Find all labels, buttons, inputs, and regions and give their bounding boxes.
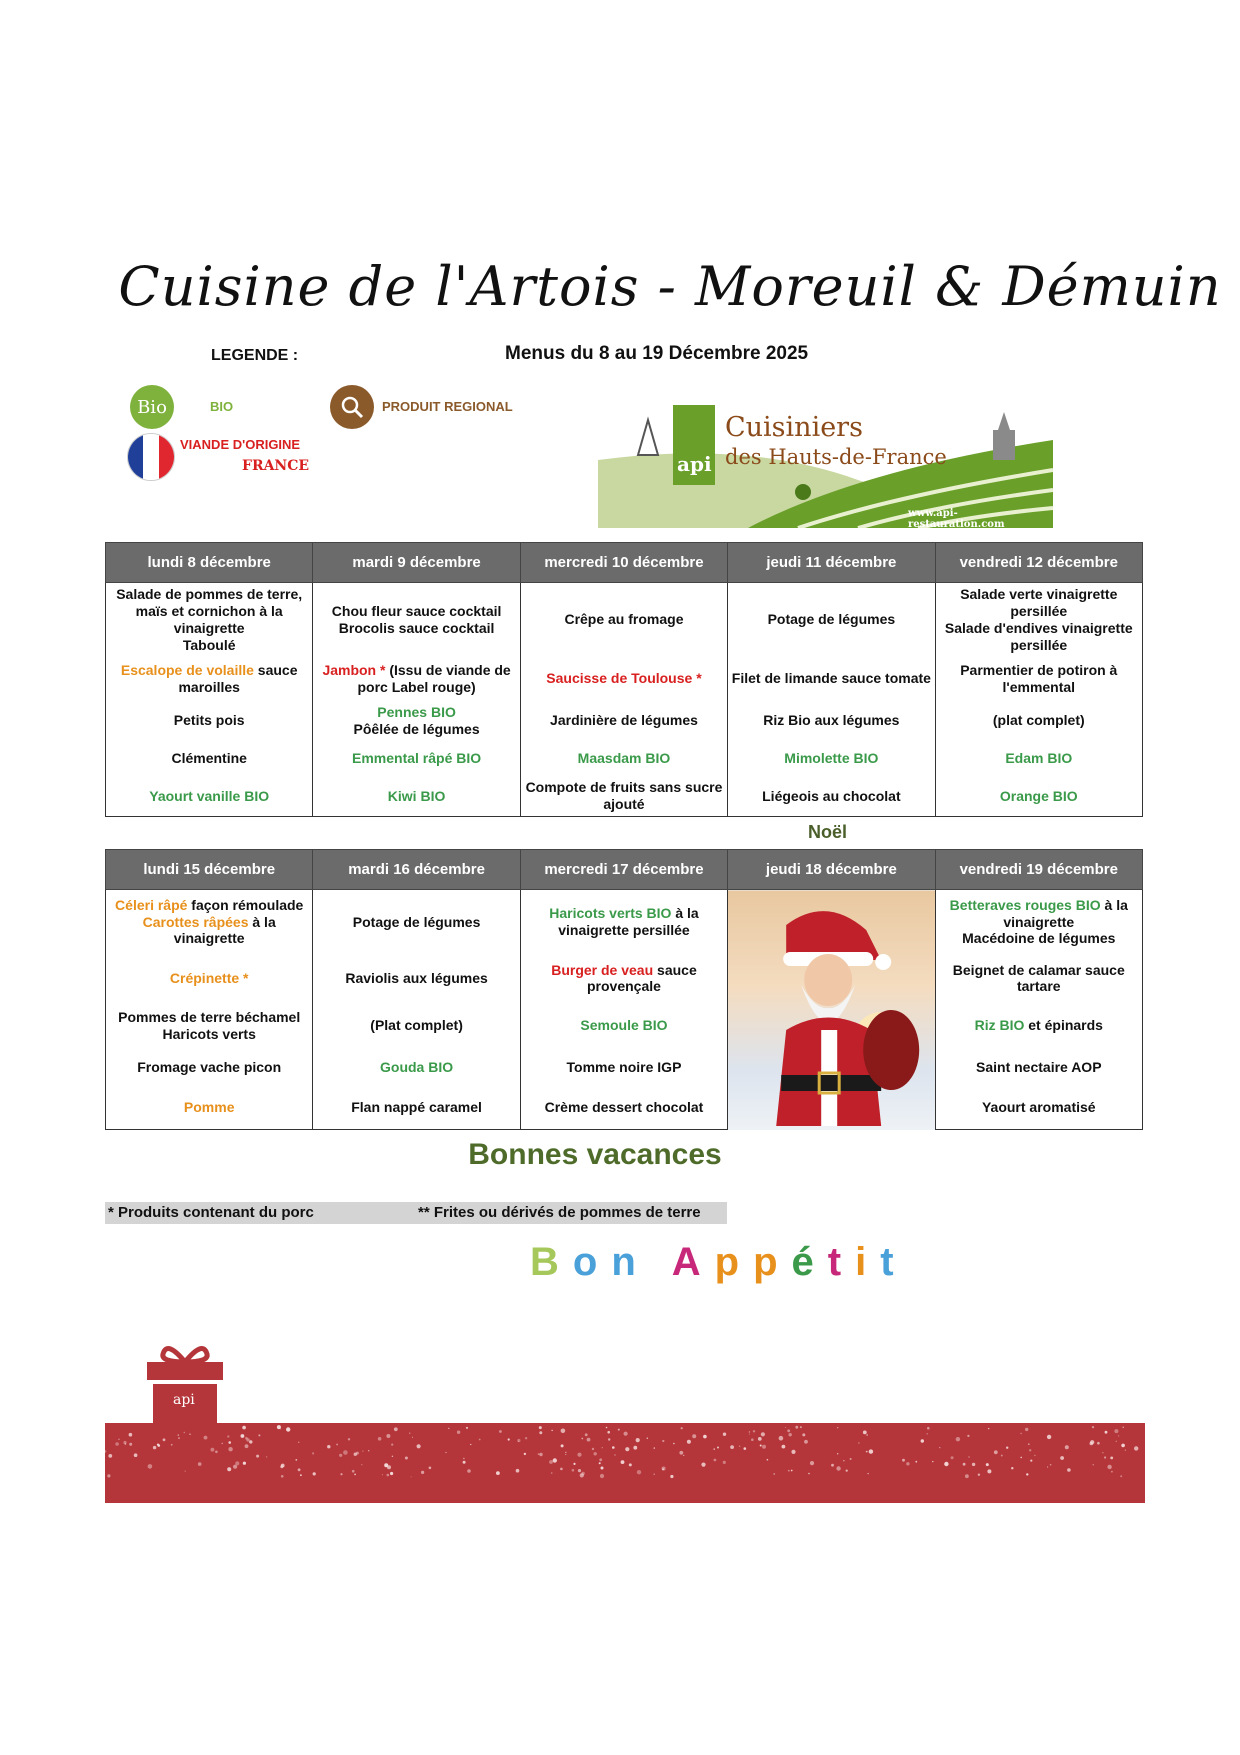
menu-cell: Compote de fruits sans sucre ajouté: [520, 777, 727, 817]
menu-cell: Saucisse de Toulouse *: [520, 657, 727, 701]
appetit-letter: A: [671, 1240, 715, 1284]
menu-cell: Haricots verts BIO à la vinaigrette persillée: [520, 890, 727, 955]
menu-cell: Mimolette BIO: [728, 741, 935, 777]
menu-cell: Salade verte vinaigrette persillée Salade d'endives vinaigrette persillée: [935, 583, 1142, 657]
noel-label: Noël: [808, 822, 848, 842]
menu-cell: (plat complet): [935, 701, 1142, 741]
appetit-letter: t: [880, 1240, 908, 1284]
menu-cell: Jambon * (Issu de viande de porc Label rouge): [313, 657, 520, 701]
menu-cell: Edam BIO: [935, 741, 1142, 777]
footnotes: [105, 1202, 727, 1224]
day-header: jeudi 11 décembre: [728, 543, 935, 583]
appetit-letter: o: [572, 1240, 612, 1284]
menu-cell: Burger de veau sauce provençale: [520, 954, 727, 1002]
menu-cell: Betteraves rouges BIO à la vinaigrette Macédoine de légumes: [935, 890, 1142, 955]
day-header: vendredi 12 décembre: [935, 543, 1142, 583]
appetit-letter: é: [791, 1240, 828, 1284]
menu-cell: Parmentier de potiron à l'emmental: [935, 657, 1142, 701]
santa-image: [728, 890, 935, 1130]
menu-cell: Escalope de volaille sauce maroilles: [106, 657, 313, 701]
day-header: lundi 8 décembre: [106, 543, 313, 583]
logo-name-line2: des Hauts-de-France: [725, 445, 947, 469]
menu-cell: Emmental râpé BIO: [313, 741, 520, 777]
appetit-letter: B: [530, 1240, 573, 1284]
menu-cell: Riz BIO et épinards: [935, 1003, 1142, 1049]
menu-cell: Céleri râpé façon rémoulade Carottes râpées à la vinaigrette: [106, 890, 313, 955]
menu-cell: Semoule BIO: [520, 1003, 727, 1049]
menu-cell: Petits pois: [106, 701, 313, 741]
logo-name-line1: Cuisiniers: [725, 412, 863, 443]
day-header: vendredi 19 décembre: [935, 850, 1142, 890]
menu-cell: Jardinière de légumes: [520, 701, 727, 741]
menu-cell: Beignet de calamar sauce tartare: [935, 954, 1142, 1002]
menu-cell: Chou fleur sauce cocktail Brocolis sauce cocktail: [313, 583, 520, 657]
logo-url: www.api-restauration.com: [908, 508, 1005, 530]
menu-cell: Yaourt vanille BIO: [106, 777, 313, 817]
menu-cell: Orange BIO: [935, 777, 1142, 817]
menu-cell: Clémentine: [106, 741, 313, 777]
france-flag-icon: [127, 433, 175, 481]
menu-cell: Pommes de terre béchamel Haricots verts: [106, 1003, 313, 1049]
menu-cell: Fromage vache picon: [106, 1049, 313, 1085]
menu-table-week2: [105, 849, 1143, 1130]
gift-label: api: [173, 1392, 195, 1408]
legend-origin-line1: VIANDE D'ORIGINE: [180, 437, 301, 452]
snowflake-banner: [105, 1423, 1145, 1503]
menu-cell: (Plat complet): [313, 1003, 520, 1049]
footnote-porc: * Produits contenant du porc: [108, 1204, 314, 1221]
api-logo: [598, 400, 1053, 528]
legend-heading: LEGENDE :: [211, 347, 299, 364]
logo-api-text: api: [677, 452, 712, 476]
page-title: Cuisine de l'Artois - Moreuil & Démuin: [118, 255, 1222, 318]
appetit-letter: i: [855, 1240, 881, 1284]
menu-cell: Kiwi BIO: [313, 777, 520, 817]
bio-icon: Bio: [130, 385, 174, 429]
day-header: mercredi 10 décembre: [520, 543, 727, 583]
legend-regional: PRODUIT REGIONAL: [382, 399, 513, 414]
menu-cell: Potage de légumes: [313, 890, 520, 955]
day-header: lundi 15 décembre: [106, 850, 313, 890]
gift-icon: [145, 1340, 225, 1435]
footnote-frites: ** Frites ou dérivés de pommes de terre: [418, 1204, 701, 1221]
menu-cell: Riz Bio aux légumes: [728, 701, 935, 741]
menu-cell: Saint nectaire AOP: [935, 1049, 1142, 1085]
menu-cell: Salade de pommes de terre, maïs et cornichon à la vinaigrette Taboulé: [106, 583, 313, 657]
appetit-letter: t: [827, 1240, 856, 1284]
regional-product-icon: [330, 385, 374, 429]
menu-table-week1: [105, 542, 1143, 817]
menu-cell: Pomme: [106, 1085, 313, 1129]
appetit-letter: p: [753, 1240, 792, 1284]
menu-subtitle: Menus du 8 au 19 Décembre 2025: [505, 343, 809, 364]
menu-cell: Crépinette *: [106, 954, 313, 1002]
menu-cell: Crème dessert chocolat: [520, 1085, 727, 1129]
menu-cell: Pennes BIO Pôêlée de légumes: [313, 701, 520, 741]
menu-cell: Flan nappé caramel: [313, 1085, 520, 1129]
appetit-letter: p: [714, 1240, 754, 1284]
legend-bio: BIO: [210, 399, 234, 414]
menu-cell: Potage de légumes: [728, 583, 935, 657]
legend-origin-line2: FRANCE: [242, 458, 310, 474]
day-header: mercredi 17 décembre: [520, 850, 727, 890]
menu-cell: Tomme noire IGP: [520, 1049, 727, 1085]
bonnes-vacances: Bonnes vacances: [468, 1138, 722, 1171]
menu-cell: Gouda BIO: [313, 1049, 520, 1085]
day-header: mardi 16 décembre: [313, 850, 520, 890]
day-header: jeudi 18 décembre: [728, 850, 935, 890]
menu-cell: Yaourt aromatisé: [935, 1085, 1142, 1129]
menu-cell: Filet de limande sauce tomate: [728, 657, 935, 701]
day-header: mardi 9 décembre: [313, 543, 520, 583]
menu-cell: Crêpe au fromage: [520, 583, 727, 657]
menu-cell: Liégeois au chocolat: [728, 777, 935, 817]
menu-cell: Raviolis aux légumes: [313, 954, 520, 1002]
bon-appetit: [530, 1240, 908, 1285]
appetit-letter: n: [611, 1240, 650, 1284]
menu-cell: Maasdam BIO: [520, 741, 727, 777]
